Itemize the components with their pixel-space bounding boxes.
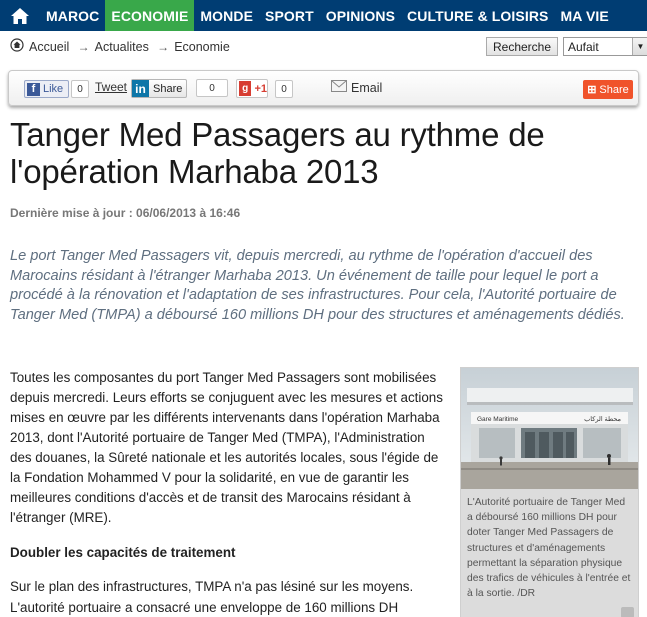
email-share[interactable] <box>331 80 382 95</box>
article-photo-box <box>460 367 639 617</box>
search-button[interactable]: Recherche <box>486 37 558 56</box>
breadcrumb-actualites[interactable]: Actualites <box>94 39 149 54</box>
google-plus-icon: g <box>239 81 251 96</box>
tweet-link[interactable]: Tweet <box>95 80 128 94</box>
google-plus-button[interactable] <box>236 79 268 98</box>
breadcrumb <box>10 38 230 55</box>
arrow-right-icon: → <box>153 39 170 54</box>
google-plus-label: +1 <box>254 82 267 95</box>
zoom-icon[interactable] <box>621 607 634 617</box>
google-plus-count: 0 <box>275 80 293 98</box>
breadcrumb-economie[interactable]: Economie <box>174 39 230 54</box>
plus-icon: ⊞ <box>587 84 597 96</box>
chevron-down-icon[interactable]: ▼ <box>632 38 647 55</box>
search-source-value: Aufait <box>568 39 599 54</box>
article-photo[interactable] <box>461 368 638 489</box>
home-circle-icon <box>10 38 24 55</box>
linkedin-icon: in <box>132 80 149 97</box>
linkedin-share-button[interactable] <box>131 79 187 98</box>
search-source-select[interactable] <box>563 37 647 56</box>
share-button-label: Share <box>599 83 629 96</box>
envelope-icon <box>331 80 347 95</box>
facebook-like-count: 0 <box>71 80 89 98</box>
article-title: Tanger Med Passagers au rythme de l'opération Marhaba 2013 <box>10 116 545 190</box>
email-label: Email <box>351 80 383 95</box>
nav-maroc[interactable]: MAROC <box>46 7 100 24</box>
nav-sport[interactable]: SPORT <box>265 7 314 24</box>
home-icon[interactable] <box>0 0 40 31</box>
addthis-share-button[interactable] <box>583 80 633 99</box>
top-navigation <box>0 0 647 31</box>
last-updated: Dernière mise à jour : 06/06/2013 à 16:46 <box>10 206 241 220</box>
facebook-like-button[interactable] <box>24 80 69 98</box>
facebook-icon: f <box>27 83 40 96</box>
article-lede: Le port Tanger Med Passagers vit, depuis mercredi, au rythme de l'opération d'accueil des Marocains résidant à l'étranger Marhaba 2013. Un événement de taille pour lequel le port a procédé à la rénovation et l'adaptation de ses infrastructures. Pour cela, l'Autorité portuaire de Tanger Med (TMPA) a déboursé 160 millions DH pour des structures et aménagements dédiés. <box>10 248 625 323</box>
share-bar <box>8 70 639 106</box>
arrow-right-icon: → <box>74 39 90 54</box>
photo-caption: L'Autorité portuaire de Tanger Med a déboursé 160 millions DH pour doter Tanger Med Passagers de structures et d'aménagements permettant la séparation physique des trafics de véhicules à l'entrée et à la sortie. /DR <box>467 497 631 600</box>
nav-economie[interactable]: ECONOMIE <box>105 0 194 31</box>
article-subheading: Doubler les capacités de traitement <box>10 545 236 560</box>
nav-ma-vie[interactable]: MA VIE <box>560 7 609 24</box>
breadcrumb-home[interactable]: Accueil <box>29 39 70 54</box>
nav-culture-loisirs[interactable]: CULTURE & LOISIRS <box>407 7 549 24</box>
facebook-like-label: Like <box>43 83 64 95</box>
nav-opinions[interactable]: OPINIONS <box>325 7 396 24</box>
gare-maritime-sign: Gare Maritime <box>477 416 519 423</box>
article-paragraph: Toutes les composantes du port Tanger Med Passagers sont mobilisées depuis mercredi. Leurs efforts se conjuguent avec les mesures et actions mises en œuvre par les différents intervenants dans l'opération Marhaba 2013, dont l'Autorité portuaire de Tanger Med (TMPA), l'Administration des douanes, la Sûreté nationale et les autorités locales, sous l'égide de la Fondation Mohammed V pour la solidarité, en vue de garantir les meilleures conditions d'accès et de transit des Marocains résidant à l'étranger (MRE). <box>10 370 443 525</box>
article-paragraph: Sur le plan des infrastructures, TMPA n'a pas lésiné sur les moyens. L'autorité portuaire a consacré une enveloppe de 160 millions DH <box>10 579 414 615</box>
nav-monde[interactable]: MONDE <box>200 7 254 24</box>
linkedin-share-label: Share <box>153 82 183 95</box>
arabic-sign: محطة الركاب <box>584 416 621 423</box>
linkedin-share-count: 0 <box>196 79 228 97</box>
